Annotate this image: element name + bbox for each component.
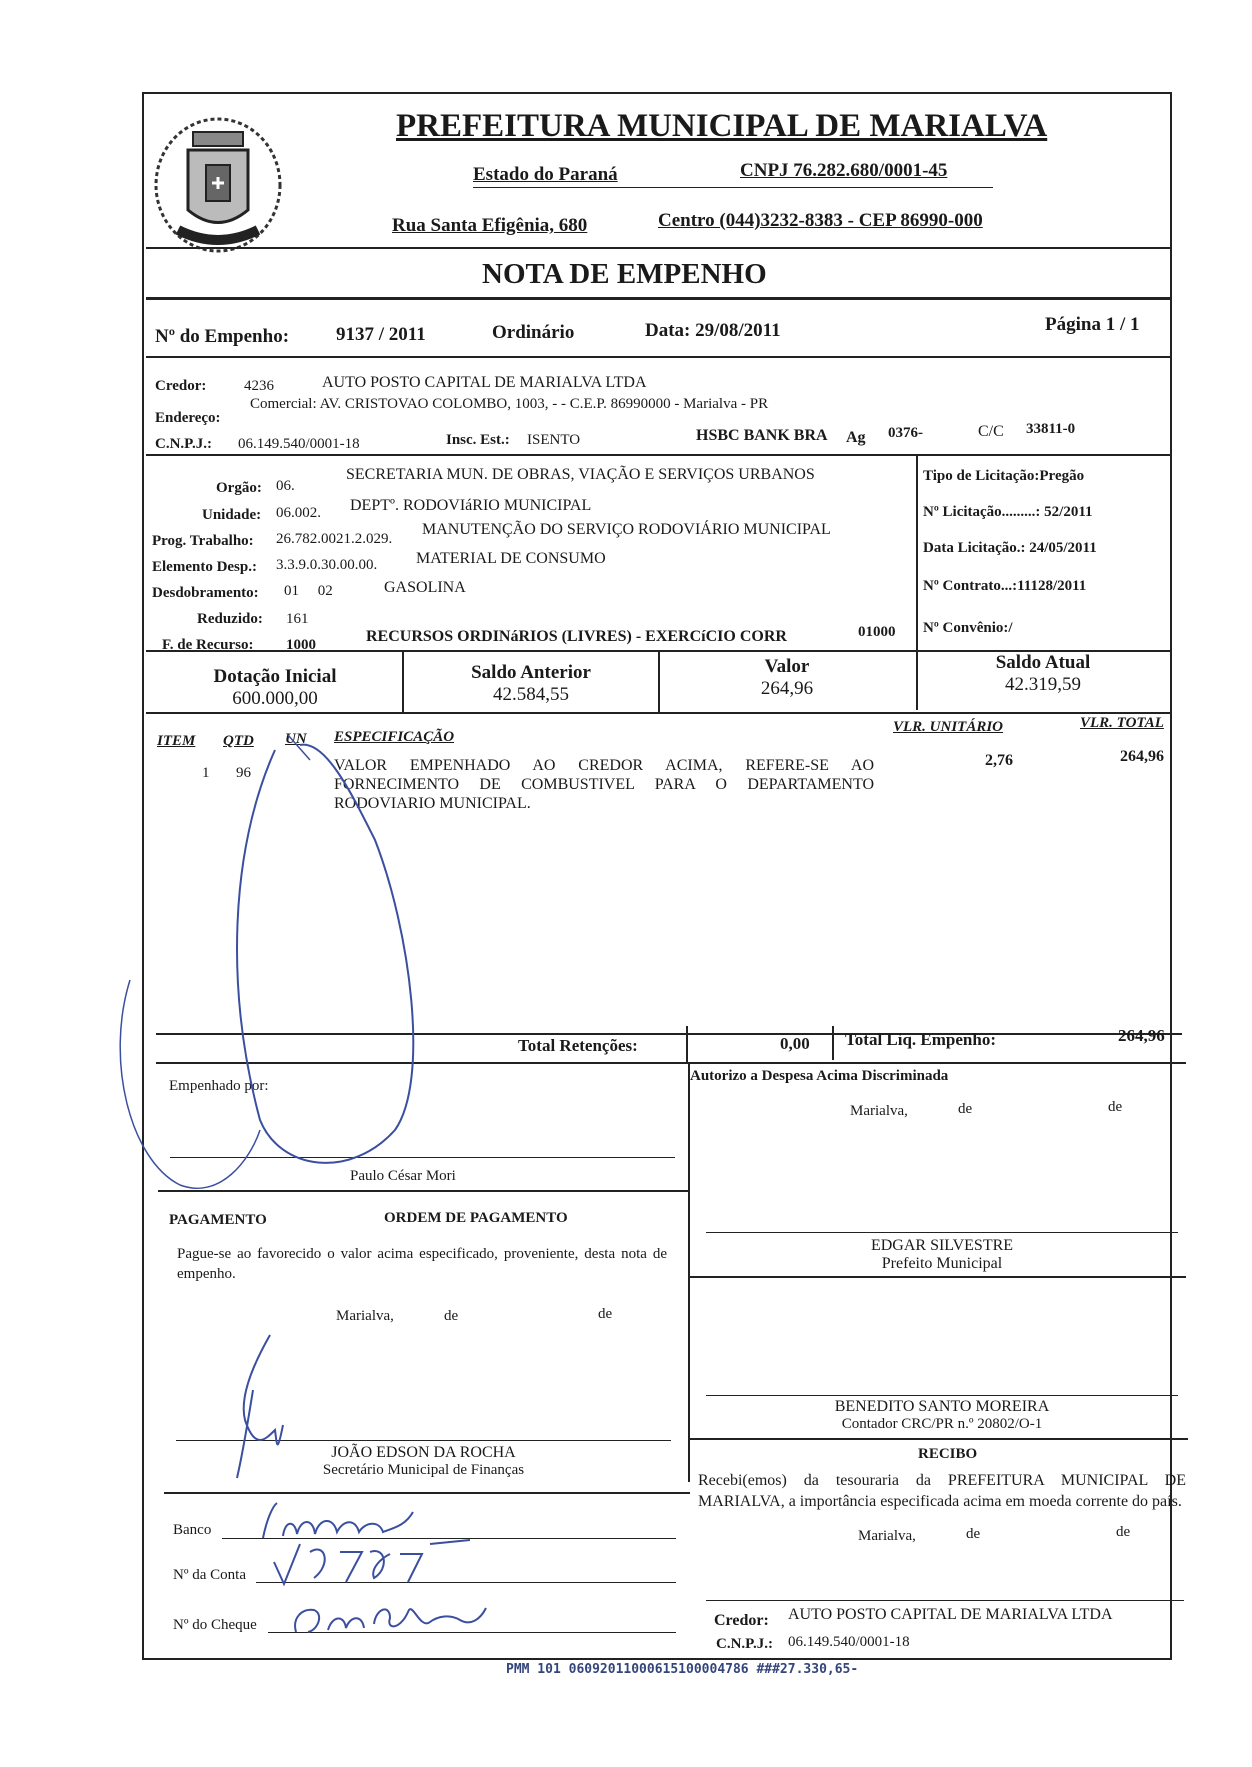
- prog-code: 26.782.0021.2.029.: [276, 531, 393, 547]
- prefeito-name: EDGAR SILVESTRE: [870, 1237, 1014, 1254]
- empenho-type: Ordinário: [492, 322, 575, 343]
- elemento-label: Elemento Desp.:: [152, 559, 257, 575]
- bank-name: HSBC BANK BRA: [696, 427, 828, 444]
- orgao-label: Orgão:: [216, 480, 262, 496]
- contador-name: BENEDITO SANTO MOREIRA: [834, 1398, 1050, 1415]
- fonte-code: 1000: [286, 637, 316, 653]
- item-qtd: 96: [236, 765, 251, 781]
- fonte-value: RECURSOS ORDINáRIOS (LIVRES) - EXERCíCIO CORR: [366, 628, 787, 645]
- recibo-label: RECIBO: [918, 1446, 978, 1462]
- item-unit-value: 2,76: [985, 752, 1013, 769]
- municipality-title: PREFEITURA MUNICIPAL DE MARIALVA: [396, 108, 1048, 144]
- credor-label: Credor:: [155, 378, 207, 394]
- empenhado-name: Paulo César Mori: [350, 1168, 456, 1184]
- autorizo-de2: de: [1108, 1099, 1123, 1115]
- municipal-crest: [148, 110, 288, 260]
- pagamento-label: PAGAMENTO: [169, 1212, 267, 1228]
- reduzido-label: Reduzido:: [197, 611, 263, 627]
- divider: [146, 247, 1170, 249]
- licitacao-tipo: Tipo de Licitação:Pregão: [923, 468, 1085, 484]
- saldo-value: 42.584,55: [493, 684, 569, 705]
- prefeito-signature-block: [706, 1237, 1178, 1273]
- recibo-credor-label: Credor:: [714, 1612, 769, 1629]
- saldo-label: Dotação Inicial: [213, 666, 337, 687]
- recibo-de2: de: [1116, 1524, 1131, 1540]
- item-number: 1: [202, 765, 210, 781]
- cheque-label: Nº do Cheque: [173, 1617, 257, 1633]
- autorizo-label: Autorizo a Despesa Acima Discriminada: [690, 1068, 949, 1084]
- saldo-label: Saldo Atual: [995, 652, 1091, 673]
- unidade-label: Unidade:: [202, 507, 262, 523]
- elemento-code: 3.3.9.0.30.00.00.: [276, 557, 378, 573]
- banco-label: Banco: [173, 1522, 212, 1538]
- convenio-numero: Nº Convênio:/: [923, 620, 1013, 636]
- secretario-name: JOÃO EDSON DA ROCHA: [331, 1444, 516, 1461]
- saldo-dotacao-inicial: [150, 666, 400, 710]
- divider: [146, 356, 1170, 358]
- saldo-value: 42.319,59: [1005, 674, 1081, 695]
- signature-line: [706, 1395, 1178, 1396]
- item-specification: VALOR EMPENHADO AO CREDOR ACIMA, REFERE-SE AO FORNECIMENTO DE COMBUSTIVEL PARA O DEPARTAMENTO RODOVIARIO MUNICIPAL.: [334, 757, 874, 812]
- col-especificacao: ESPECIFICAÇÃO: [334, 729, 455, 745]
- credor-address: Comercial: AV. CRISTOVAO COLOMBO, 1003, - - C.E.P. 86990000 - Marialva - PR: [250, 396, 769, 412]
- document-title: NOTA DE EMPENHO: [482, 258, 767, 290]
- pagamento-de1: de: [444, 1308, 459, 1324]
- secretario-role: Secretário Municipal de Finanças: [322, 1462, 525, 1478]
- empenho-number-label: Nº do Empenho:: [155, 326, 290, 347]
- cnpj-field-label: C.N.P.J.:: [155, 436, 212, 452]
- recibo-cnpj-label: C.N.P.J.:: [716, 1636, 773, 1652]
- empenho-date: Data: 29/08/2011: [645, 320, 781, 341]
- total-liquido-label: Total Liq. Empenho:: [845, 1030, 996, 1049]
- recibo-de1: de: [966, 1526, 981, 1542]
- recibo-text: Recebi(emos) da tesouraria da PREFEITURA MUNICIPAL DE MARIALVA, a importância especificada acima em moeda corrente do país.: [698, 1472, 1186, 1510]
- divider: [164, 1492, 690, 1494]
- credor-name: AUTO POSTO CAPITAL DE MARIALVA LTDA: [322, 374, 647, 391]
- footer-stamp: PMM 101 06092011000615100004786 ###27.330,65-: [506, 1662, 859, 1677]
- divider: [688, 1062, 690, 1482]
- handwritten-signature-empenho: [110, 730, 470, 1190]
- orgao-value: SECRETARIA MUN. DE OBRAS, VIAÇÃO E SERVIÇOS URBANOS: [346, 466, 815, 483]
- saldo-anterior: [404, 662, 658, 706]
- account-label: C/C: [978, 423, 1004, 440]
- header-underline: [473, 187, 993, 188]
- total-retencoes-label: Total Retenções:: [518, 1036, 638, 1055]
- handwritten-cheque: [290, 1590, 490, 1642]
- divider: [146, 454, 1170, 456]
- saldo-atual: [918, 652, 1168, 696]
- signature-line: [706, 1232, 1178, 1233]
- autorizo-de1: de: [958, 1101, 973, 1117]
- empenhado-label: Empenhado por:: [169, 1078, 269, 1094]
- col-qtd: QTD: [223, 733, 254, 749]
- col-un: UN: [285, 731, 307, 747]
- prog-value: MANUTENÇÃO DO SERVIÇO RODOVIÁRIO MUNICIPAL: [422, 521, 831, 538]
- recibo-cnpj: 06.149.540/0001-18: [788, 1634, 910, 1650]
- item-total-value: 264,96: [1120, 748, 1164, 765]
- contact-label: Centro (044)3232-8383 - CEP 86990-000: [658, 210, 983, 231]
- pagamento-de2: de: [598, 1306, 613, 1322]
- page-number: Página 1 / 1: [1045, 314, 1140, 335]
- saldo-value: 600.000,00: [232, 688, 318, 709]
- divider: [832, 1026, 834, 1060]
- agency-label: Ag: [846, 429, 866, 446]
- unidade-value: DEPTº. RODOVIáRIO MUNICIPAL: [350, 497, 592, 514]
- autorizo-place: Marialva,: [850, 1103, 908, 1119]
- state-label: Estado do Paraná: [473, 164, 618, 185]
- prog-label: Prog. Trabalho:: [152, 533, 254, 549]
- divider: [690, 1276, 1186, 1278]
- licitacao-data: Data Licitação.: 24/05/2011: [923, 540, 1097, 556]
- saldo-label: Saldo Anterior: [471, 662, 591, 683]
- recibo-credor-name: AUTO POSTO CAPITAL DE MARIALVA LTDA: [788, 1606, 1113, 1623]
- handwritten-conta: [270, 1538, 470, 1590]
- col-item: ITEM: [157, 733, 196, 749]
- elemento-value: MATERIAL DE CONSUMO: [416, 550, 606, 567]
- divider: [146, 297, 1170, 300]
- empenho-number: 9137 / 2011: [336, 324, 426, 345]
- address-label: Rua Santa Efigênia, 680: [392, 215, 588, 236]
- signature-line: [706, 1600, 1184, 1601]
- credor-code: 4236: [244, 378, 274, 394]
- conta-label: Nº da Conta: [173, 1567, 246, 1583]
- unidade-code: 06.002.: [276, 505, 321, 521]
- licitacao-numero: Nº Licitação.........: 52/2011: [923, 504, 1093, 520]
- divider: [146, 712, 1170, 714]
- divider: [686, 1026, 688, 1062]
- pagamento-text: Pague-se ao favorecido o valor acima especificado, proveniente, desta nota de empenho.: [177, 1246, 667, 1282]
- reduzido-value: 161: [286, 611, 309, 627]
- pagamento-place: Marialva,: [336, 1308, 394, 1324]
- prefeito-role: Prefeito Municipal: [881, 1255, 1003, 1272]
- saldo-label: Valor: [764, 656, 810, 677]
- credor-cnpj: 06.149.540/0001-18: [238, 436, 360, 452]
- insc-label: Insc. Est.:: [446, 432, 510, 448]
- saldo-value: 264,96: [760, 678, 814, 699]
- desdobramento-label: Desdobramento:: [152, 585, 259, 601]
- insc-value: ISENTO: [527, 432, 581, 448]
- ordem-pagamento-label: ORDEM DE PAGAMENTO: [384, 1210, 568, 1226]
- fonte-label: F. de Recurso:: [162, 637, 254, 653]
- fonte-number: 01000: [858, 624, 896, 640]
- account-value: 33811-0: [1026, 421, 1076, 437]
- orgao-code: 06.: [276, 478, 295, 494]
- divider: [158, 1190, 690, 1192]
- address-field-label: Endereço:: [155, 410, 221, 426]
- desdobramento-value: GASOLINA: [384, 579, 466, 596]
- desdobramento-code: 01 02: [284, 583, 333, 599]
- total-retencoes-value: 0,00: [780, 1034, 810, 1053]
- contador-role: Contador CRC/PR n.º 20802/O-1: [841, 1416, 1043, 1432]
- divider: [916, 455, 918, 650]
- divider: [690, 1438, 1188, 1440]
- cnpj-label: CNPJ 76.282.680/0001-45: [740, 160, 948, 181]
- col-vlr-total: VLR. TOTAL: [1080, 715, 1164, 731]
- contrato-numero: Nº Contrato...:11128/2011: [923, 578, 1087, 594]
- contador-signature-block: [706, 1398, 1178, 1433]
- agency-value: 0376-: [888, 425, 923, 441]
- handwritten-signature-secretario: [225, 1330, 305, 1480]
- saldo-valor: [660, 656, 914, 700]
- total-liquido-value: 264,96: [1118, 1026, 1165, 1045]
- col-vlr-unitario: VLR. UNITÁRIO: [893, 719, 1004, 735]
- recibo-place: Marialva,: [858, 1528, 916, 1544]
